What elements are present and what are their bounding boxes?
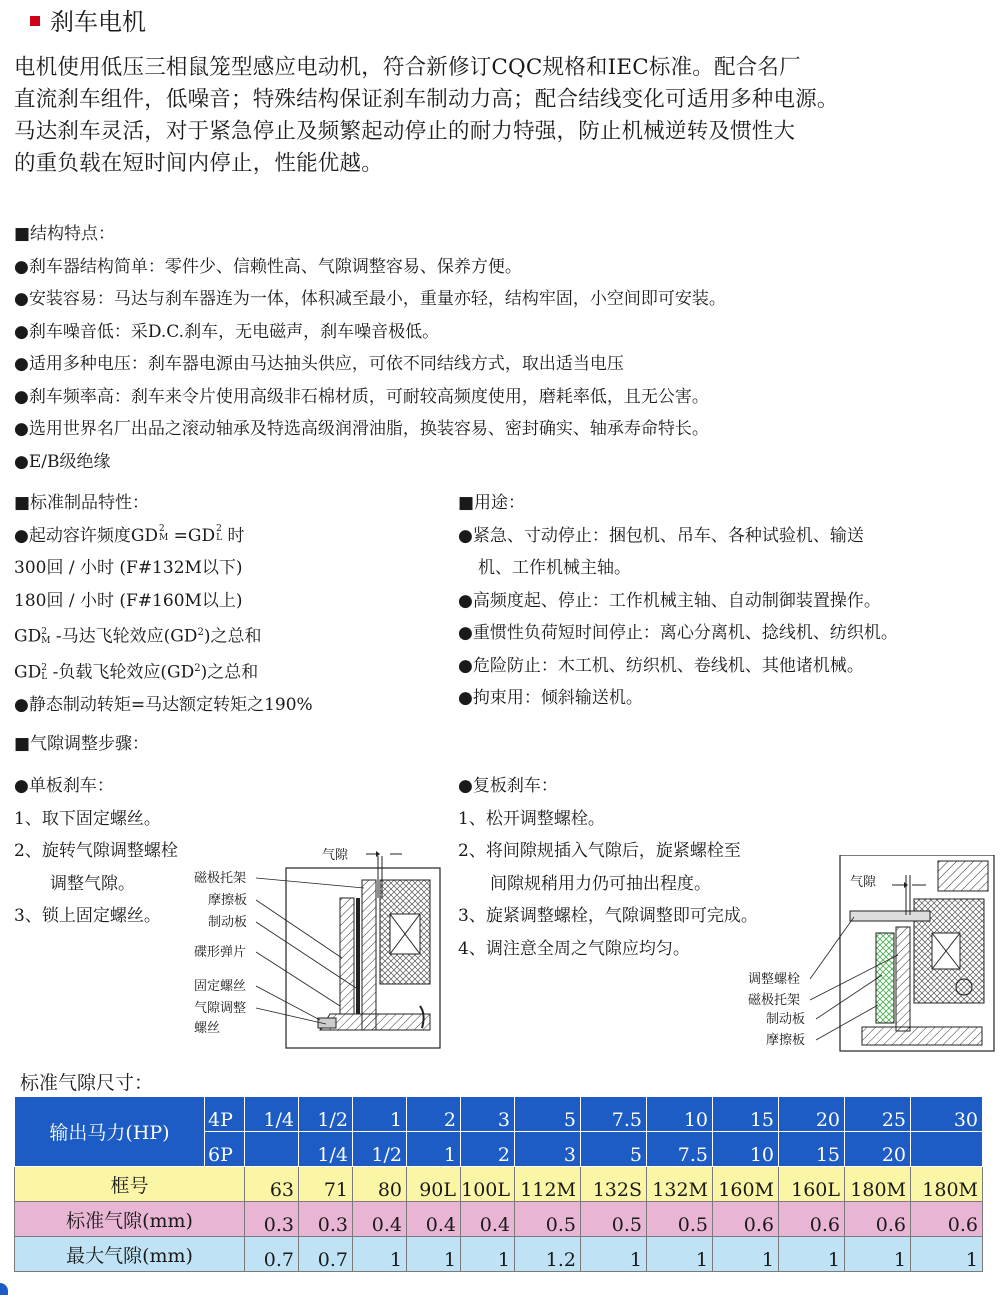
table-cell: 1 <box>353 1097 407 1132</box>
table-cell: 1 <box>911 1237 983 1272</box>
table-cell: 1/4 <box>299 1132 353 1167</box>
gap-label: 气隙 <box>850 875 877 890</box>
label-pole-bracket: 磁极托架 <box>748 993 801 1008</box>
structure-heading: ■结构特点： <box>14 224 116 244</box>
pole-bracket-part <box>896 927 910 1031</box>
table-cell: 0.6 <box>845 1202 911 1237</box>
table-cell: 180M <box>845 1167 911 1202</box>
table-cell: 1.2 <box>515 1237 581 1272</box>
double-step: 1、松开调整螺栓。 <box>458 808 605 829</box>
table-cell: 63 <box>245 1167 299 1202</box>
friction-plate-part <box>340 898 354 1014</box>
pole-bracket-part <box>362 880 376 1030</box>
double-step: 4、调注意全周之气隙应均匀。 <box>458 938 690 959</box>
adjust-bolt-part <box>850 911 930 921</box>
intro-line: 电机使用低压三相鼠笼型感应电动机，符合新修订CQC规格和IEC标准。配合名厂 <box>14 55 801 80</box>
double-brake-diagram <box>742 855 998 1055</box>
table-cell: 0.4 <box>461 1202 515 1237</box>
double-step: 间隙规稍用力仍可抽出程度。 <box>490 873 711 894</box>
single-step: 3、锁上固定螺丝。 <box>14 906 161 926</box>
table-cell: 0.7 <box>299 1237 353 1272</box>
table-cell <box>245 1132 299 1167</box>
standard-line-torque: ●静态制动转矩=马达额定转矩之190% <box>14 695 313 716</box>
table-cell: 10 <box>713 1132 779 1167</box>
table-cell: 0.3 <box>245 1202 299 1237</box>
hp-label: 输出马力(HP) <box>15 1097 205 1167</box>
table-cell: 1 <box>845 1237 911 1272</box>
label-pole-bracket: 磁极托架 <box>194 871 247 886</box>
table-cell: 0.7 <box>245 1237 299 1272</box>
std-gap-label: 标准气隙(mm) <box>15 1202 245 1237</box>
usage-heading: ■用途： <box>458 493 526 513</box>
table-cell: 0.5 <box>515 1202 581 1237</box>
single-plate-title: ●单板刹车： <box>14 776 114 796</box>
usage-item: 机、工作机械主轴。 <box>478 558 631 578</box>
table-cell: 1 <box>407 1132 461 1167</box>
table-caption: 标准气隙尺寸： <box>20 1072 154 1094</box>
table-cell: 0.5 <box>647 1202 713 1237</box>
table-cell: 3 <box>461 1097 515 1132</box>
table-cell: 0.6 <box>911 1202 983 1237</box>
table-cell: 1 <box>713 1237 779 1272</box>
label-adjust-bolt: 调整螺栓 <box>748 972 801 987</box>
standard-section <box>14 487 313 722</box>
airgap-heading: ■气隙调整步骤： <box>14 734 150 754</box>
table-row-hp4 <box>15 1097 983 1132</box>
title-bullet-icon <box>30 16 40 26</box>
single-brake-diagram <box>190 838 452 1050</box>
gap-label: 气隙 <box>322 848 349 863</box>
double-plate-title: ●复板刹车： <box>458 776 558 796</box>
table-cell: 1 <box>779 1237 845 1272</box>
usage-item: ●危险防止：木工机、纺织机、卷线机、其他诸机械。 <box>458 655 864 676</box>
label-brake-plate: 制动板 <box>208 915 248 930</box>
table-cell: 160L <box>779 1167 845 1202</box>
table-cell: 132M <box>647 1167 713 1202</box>
single-plate-steps <box>14 770 178 933</box>
table-cell: 112M <box>515 1167 581 1202</box>
structure-item: ●适用多种电压：刹车器电源由马达抽头供应，可依不同结线方式，取出适当电压 <box>14 354 624 374</box>
table-cell: 5 <box>515 1097 581 1132</box>
label-disc-spring: 碟形弹片 <box>194 945 247 960</box>
structure-item: ●刹车频率高：刹车来令片使用高级非石棉材质，可耐较高频度使用，磨耗率低，且无公害。 <box>14 386 709 407</box>
page-title <box>30 2 146 37</box>
table-cell: 2 <box>461 1132 515 1167</box>
max-gap-label: 最大气隙(mm) <box>15 1237 245 1272</box>
airgap-table <box>14 1096 983 1272</box>
table-cell: 1/2 <box>299 1097 353 1132</box>
table-cell: 1/4 <box>245 1097 299 1132</box>
table-cell: 7.5 <box>581 1097 647 1132</box>
intro-line: 马达刹车灵活，对于紧急停止及频繁起动停止的耐力特强，防止机械逆转及惯性大 <box>14 119 796 144</box>
table-cell: 0.5 <box>581 1202 647 1237</box>
structure-item: ●刹车噪音低：采D.C.刹车，无电磁声，刹车噪音极低。 <box>14 321 440 342</box>
table-cell: 30 <box>911 1097 983 1132</box>
table-cell: 1/2 <box>353 1132 407 1167</box>
table-cell: 2 <box>407 1097 461 1132</box>
usage-item: ●高频度起、停止：工作机械主轴、自动制御装置操作。 <box>458 590 881 611</box>
pole-6p: 6P <box>205 1132 245 1167</box>
double-plate-steps <box>458 770 758 965</box>
label-friction-plate: 摩擦板 <box>208 893 248 908</box>
standard-heading: ■标准制品特性： <box>14 493 150 513</box>
standard-line-gdl: GD 2 L -负载飞轮效应$(GD^2)$之总和 <box>14 662 259 683</box>
page-corner-tab <box>0 1283 8 1295</box>
usage-item: ●拘束用：倾斜输送机。 <box>458 688 643 708</box>
table-cell: 15 <box>779 1132 845 1167</box>
table-row-standard-gap <box>15 1202 983 1237</box>
usage-section <box>458 487 898 715</box>
label-brake-plate: 制动板 <box>766 1012 806 1027</box>
structure-item: ●刹车器结构简单：零件少、信赖性高、气隙调整容易、保养方便。 <box>14 256 522 277</box>
table-cell: 0.3 <box>299 1202 353 1237</box>
brake-plate-part <box>356 898 360 1014</box>
structure-item: ●E/B级绝缘 <box>14 451 111 472</box>
table-cell: 10 <box>647 1097 713 1132</box>
table-cell: 20 <box>779 1097 845 1132</box>
intro-line: 的重负载在短时间内停止，性能优越。 <box>14 151 383 176</box>
label-screw: 螺丝 <box>194 1021 221 1036</box>
pole-4p: 4P <box>205 1097 245 1132</box>
table-cell: 0.4 <box>353 1202 407 1237</box>
table-row-max-gap <box>15 1237 983 1272</box>
table-cell: 100L <box>461 1167 515 1202</box>
table-cell: 7.5 <box>647 1132 713 1167</box>
intro-paragraph <box>14 52 994 180</box>
frame-label: 框号 <box>15 1167 245 1202</box>
table-cell: 1 <box>353 1237 407 1272</box>
structure-item: ●安装容易：马达与刹车器连为一体，体积减至最小，重量亦轻，结构牢固，小空间即可安装。 <box>14 289 726 309</box>
standard-line-gdm: GD 2 M -马达飞轮效应$(GD^2)$之总和 <box>14 626 262 647</box>
double-step: 3、旋紧调整螺栓，气隙调整即可完成。 <box>458 906 758 926</box>
page-title-text: 刹车电机 <box>50 8 146 36</box>
friction-plate-part <box>876 933 894 1023</box>
standard-line-freq: ●起动容许频度GD 2 M =GD 2 L 时 <box>14 524 245 546</box>
single-step: 2、旋转气隙调整螺栓 <box>14 841 178 861</box>
table-cell: 0.6 <box>713 1202 779 1237</box>
table-cell: 80 <box>353 1167 407 1202</box>
table-cell: 5 <box>581 1132 647 1167</box>
table-cell: 15 <box>713 1097 779 1132</box>
table-cell: 0.6 <box>779 1202 845 1237</box>
label-friction-plate: 摩擦板 <box>766 1033 806 1048</box>
table-cell: 0.4 <box>407 1202 461 1237</box>
label-gap-adjust: 气隙调整 <box>194 1001 247 1016</box>
table-cell: 1 <box>581 1237 647 1272</box>
usage-item: ●重惯性负荷短时间停止：离心分离机、捻线机、纺织机。 <box>458 623 898 643</box>
table-cell: 1 <box>461 1237 515 1272</box>
table-row-frame <box>15 1167 983 1202</box>
table-cell: 90L <box>407 1167 461 1202</box>
table-cell: 160M <box>713 1167 779 1202</box>
usage-item: ●紧急、寸动停止：捆包机、吊车、各种试验机、输送 <box>458 525 864 546</box>
label-fixing-screw: 固定螺丝 <box>194 979 247 994</box>
table-cell: 132S <box>581 1167 647 1202</box>
single-step: 调整气隙。 <box>50 873 135 894</box>
double-step: 2、将间隙规插入气隙后，旋紧螺栓至 <box>458 841 741 861</box>
standard-line-180: 180回 / 小时 (F#160M以上) <box>14 590 243 611</box>
table-cell: 180M <box>911 1167 983 1202</box>
table-cell: 1 <box>647 1237 713 1272</box>
single-step: 1、取下固定螺丝。 <box>14 808 161 829</box>
intro-line: 直流刹车组件，低噪音；特殊结构保证刹车制动力高；配合结线变化可适用多种电源。 <box>14 87 839 112</box>
table-cell: 1 <box>407 1237 461 1272</box>
structure-item: ●选用世界名厂出品之滚动轴承及特选高级润滑油脂，换装容易、密封确实、轴承寿命特长。 <box>14 419 709 439</box>
table-cell: 3 <box>515 1132 581 1167</box>
structure-section <box>14 218 726 478</box>
table-cell: 25 <box>845 1097 911 1132</box>
table-cell <box>911 1132 983 1167</box>
standard-line-300: 300回 / 小时 (F#132M以下) <box>14 558 243 578</box>
table-cell: 71 <box>299 1167 353 1202</box>
table-cell: 20 <box>845 1132 911 1167</box>
